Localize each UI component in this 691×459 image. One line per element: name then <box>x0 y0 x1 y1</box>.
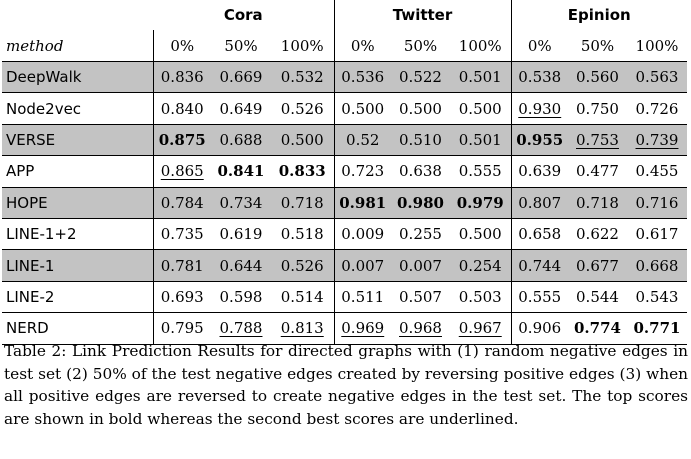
score-value: 0.500 <box>458 99 502 118</box>
score-value: 0.526 <box>280 256 324 275</box>
score-value: 0.518 <box>280 225 324 244</box>
score-value: 0.638 <box>399 162 442 181</box>
score-value: 0.840 <box>160 99 204 118</box>
score-value: 0.526 <box>280 99 324 118</box>
score-cell <box>568 93 627 124</box>
score-value: 0.538 <box>518 68 562 87</box>
score-cell <box>334 187 391 218</box>
dataset-header-cora: Cora <box>223 6 263 24</box>
score-value: 0.723 <box>341 162 385 181</box>
score-value: 0.501 <box>458 68 502 87</box>
score-value: 0.619 <box>219 225 263 244</box>
score-value: 0.514 <box>280 287 324 306</box>
score-value: 0.507 <box>399 287 442 306</box>
table-row <box>2 62 687 93</box>
score-cell <box>450 93 511 124</box>
score-cell <box>627 62 687 93</box>
score-value: 0.007 <box>399 256 442 275</box>
score-value: 0.807 <box>518 193 562 212</box>
score-value: 0.500 <box>399 99 442 118</box>
score-value: 0.555 <box>518 287 562 306</box>
score-value: 0.774 <box>574 319 621 338</box>
method-name-cell: LINE-1 <box>2 250 153 281</box>
score-cell <box>627 218 687 249</box>
score-value: 0.501 <box>458 130 502 149</box>
score-value: 0.979 <box>456 193 504 212</box>
score-cell <box>450 156 511 187</box>
score-cell <box>271 250 334 281</box>
method-name-cell: VERSE <box>2 124 153 155</box>
score-cell <box>334 250 391 281</box>
score-value: 0.744 <box>518 256 562 275</box>
setting-header: 50% <box>391 30 450 62</box>
score-value: 0.750 <box>576 99 619 118</box>
score-value: 0.503 <box>458 287 502 306</box>
score-cell <box>568 124 627 155</box>
score-cell <box>450 62 511 93</box>
score-cell <box>391 250 450 281</box>
score-cell <box>450 124 511 155</box>
score-value: 0.52 <box>346 130 380 149</box>
method-column-header: method <box>2 30 153 62</box>
score-cell <box>568 281 627 312</box>
score-value: 0.009 <box>341 225 385 244</box>
score-cell <box>391 187 450 218</box>
score-cell <box>627 250 687 281</box>
score-value: 0.753 <box>576 130 619 149</box>
link-prediction-table <box>2 0 687 345</box>
score-cell <box>271 93 334 124</box>
score-cell <box>153 250 211 281</box>
score-value: 0.734 <box>219 193 263 212</box>
method-name-cell: LINE-1+2 <box>6 225 77 244</box>
score-cell <box>391 62 450 93</box>
score-cell <box>511 62 568 93</box>
score-cell <box>450 250 511 281</box>
score-cell <box>211 93 271 124</box>
score-cell <box>511 124 568 155</box>
score-cell <box>568 218 627 249</box>
table-body <box>2 62 687 345</box>
dataset-header-epinion: Epinion <box>511 0 687 30</box>
score-value: 0.718 <box>280 193 324 212</box>
score-cell <box>627 281 687 312</box>
score-value: 0.688 <box>219 130 263 149</box>
score-value: 0.967 <box>458 319 502 338</box>
score-cell <box>271 281 334 312</box>
score-cell <box>627 93 687 124</box>
score-value: 0.543 <box>635 287 679 306</box>
score-value: 0.511 <box>341 287 385 306</box>
table-row <box>2 281 687 312</box>
table-caption: Table 2: Link Prediction Results for directed graphs with (1) random negative edges in test set (2) 50% of the test negative edges created by reversing positive edges (3) when all positive edges are reversed to create negative edges in the test set. The top scores are shown in bold whereas the second best scores are underlined. <box>4 342 688 428</box>
method-name-cell: LINE-2 <box>6 287 55 306</box>
score-cell <box>271 62 334 93</box>
method-name-cell: Node2vec <box>6 99 82 118</box>
score-cell <box>153 93 211 124</box>
setting-header: 100% <box>450 30 511 62</box>
score-cell <box>153 156 211 187</box>
score-value: 0.622 <box>576 225 619 244</box>
score-value: 0.639 <box>518 162 562 181</box>
setting-header: 0% <box>511 30 568 62</box>
score-value: 0.669 <box>219 68 263 87</box>
score-cell <box>334 62 391 93</box>
score-cell <box>391 124 450 155</box>
method-name-cell: APP <box>6 162 35 181</box>
score-value: 0.969 <box>341 319 385 338</box>
score-cell <box>511 187 568 218</box>
score-value: 0.644 <box>219 256 263 275</box>
score-cell <box>211 187 271 218</box>
score-cell <box>211 62 271 93</box>
score-value: 0.980 <box>397 193 444 212</box>
score-cell <box>511 93 568 124</box>
table-row <box>2 156 687 187</box>
score-value: 0.788 <box>219 319 263 338</box>
score-value: 0.455 <box>635 162 679 181</box>
score-cell <box>211 250 271 281</box>
score-cell <box>568 250 627 281</box>
score-cell <box>153 218 211 249</box>
score-value: 0.981 <box>339 193 387 212</box>
score-value: 0.500 <box>280 130 324 149</box>
score-value: 0.563 <box>635 68 679 87</box>
score-cell <box>568 62 627 93</box>
table-row <box>2 218 687 249</box>
score-cell <box>450 218 511 249</box>
score-cell <box>511 250 568 281</box>
score-cell <box>391 218 450 249</box>
score-value: 0.536 <box>341 68 385 87</box>
setting-header: 50% <box>211 30 271 62</box>
setting-header: 0% <box>153 30 211 62</box>
score-value: 0.555 <box>458 162 502 181</box>
score-cell <box>627 187 687 218</box>
score-cell <box>568 187 627 218</box>
score-value: 0.255 <box>399 225 442 244</box>
score-value: 0.500 <box>458 225 502 244</box>
score-cell <box>334 281 391 312</box>
score-value: 0.781 <box>160 256 204 275</box>
score-value: 0.649 <box>219 99 263 118</box>
table-row <box>2 187 687 218</box>
score-value: 0.784 <box>160 193 204 212</box>
score-cell <box>334 93 391 124</box>
corner-cell <box>2 0 153 30</box>
score-cell <box>211 218 271 249</box>
score-cell <box>153 124 211 155</box>
score-value: 0.906 <box>518 319 562 338</box>
score-value: 0.836 <box>160 68 204 87</box>
score-cell <box>271 124 334 155</box>
score-value: 0.522 <box>399 68 442 87</box>
score-cell <box>391 281 450 312</box>
score-value: 0.007 <box>341 256 385 275</box>
score-value: 0.841 <box>217 162 265 181</box>
score-value: 0.968 <box>399 319 442 338</box>
score-value: 0.532 <box>280 68 324 87</box>
score-value: 0.833 <box>278 162 326 181</box>
score-cell <box>511 156 568 187</box>
score-value: 0.617 <box>635 225 679 244</box>
score-cell <box>153 281 211 312</box>
score-value: 0.544 <box>576 287 619 306</box>
score-cell <box>271 156 334 187</box>
score-cell <box>450 187 511 218</box>
score-cell <box>153 62 211 93</box>
score-cell <box>568 156 627 187</box>
method-name-cell: NERD <box>6 319 49 338</box>
score-value: 0.955 <box>516 130 564 149</box>
score-value: 0.477 <box>576 162 619 181</box>
setting-header: 100% <box>271 30 334 62</box>
score-value: 0.739 <box>635 130 679 149</box>
score-cell <box>391 156 450 187</box>
score-value: 0.658 <box>518 225 562 244</box>
score-cell <box>391 93 450 124</box>
method-name-cell: DeepWalk <box>2 62 153 93</box>
score-value: 0.865 <box>160 162 204 181</box>
score-cell <box>271 187 334 218</box>
score-value: 0.677 <box>576 256 619 275</box>
setting-header: 0% <box>334 30 391 62</box>
score-cell <box>211 281 271 312</box>
score-value: 0.500 <box>341 99 385 118</box>
score-value: 0.693 <box>160 287 204 306</box>
table-row <box>2 250 687 281</box>
score-value: 0.813 <box>280 319 324 338</box>
score-value: 0.510 <box>399 130 442 149</box>
score-cell <box>271 218 334 249</box>
score-value: 0.875 <box>158 130 206 149</box>
score-value: 0.668 <box>635 256 679 275</box>
score-value: 0.718 <box>576 193 619 212</box>
score-value: 0.771 <box>633 319 681 338</box>
table-row <box>2 124 687 155</box>
score-cell <box>334 156 391 187</box>
score-value: 0.254 <box>458 256 502 275</box>
method-name-cell: HOPE <box>2 187 153 218</box>
dataset-header-twitter: Twitter <box>334 0 511 30</box>
table-row <box>2 93 687 124</box>
score-value: 0.795 <box>160 319 204 338</box>
score-cell <box>153 187 211 218</box>
score-cell <box>211 124 271 155</box>
score-cell <box>511 281 568 312</box>
score-cell <box>511 218 568 249</box>
score-value: 0.930 <box>518 99 562 118</box>
score-value: 0.716 <box>635 193 679 212</box>
score-value: 0.726 <box>635 99 679 118</box>
score-value: 0.560 <box>576 68 619 87</box>
score-value: 0.598 <box>219 287 263 306</box>
score-cell <box>450 281 511 312</box>
score-cell <box>211 156 271 187</box>
setting-header: 100% <box>627 30 687 62</box>
score-cell <box>334 124 391 155</box>
score-cell <box>627 156 687 187</box>
score-cell <box>334 218 391 249</box>
score-cell <box>627 124 687 155</box>
setting-header: 50% <box>568 30 627 62</box>
score-value: 0.735 <box>160 225 204 244</box>
